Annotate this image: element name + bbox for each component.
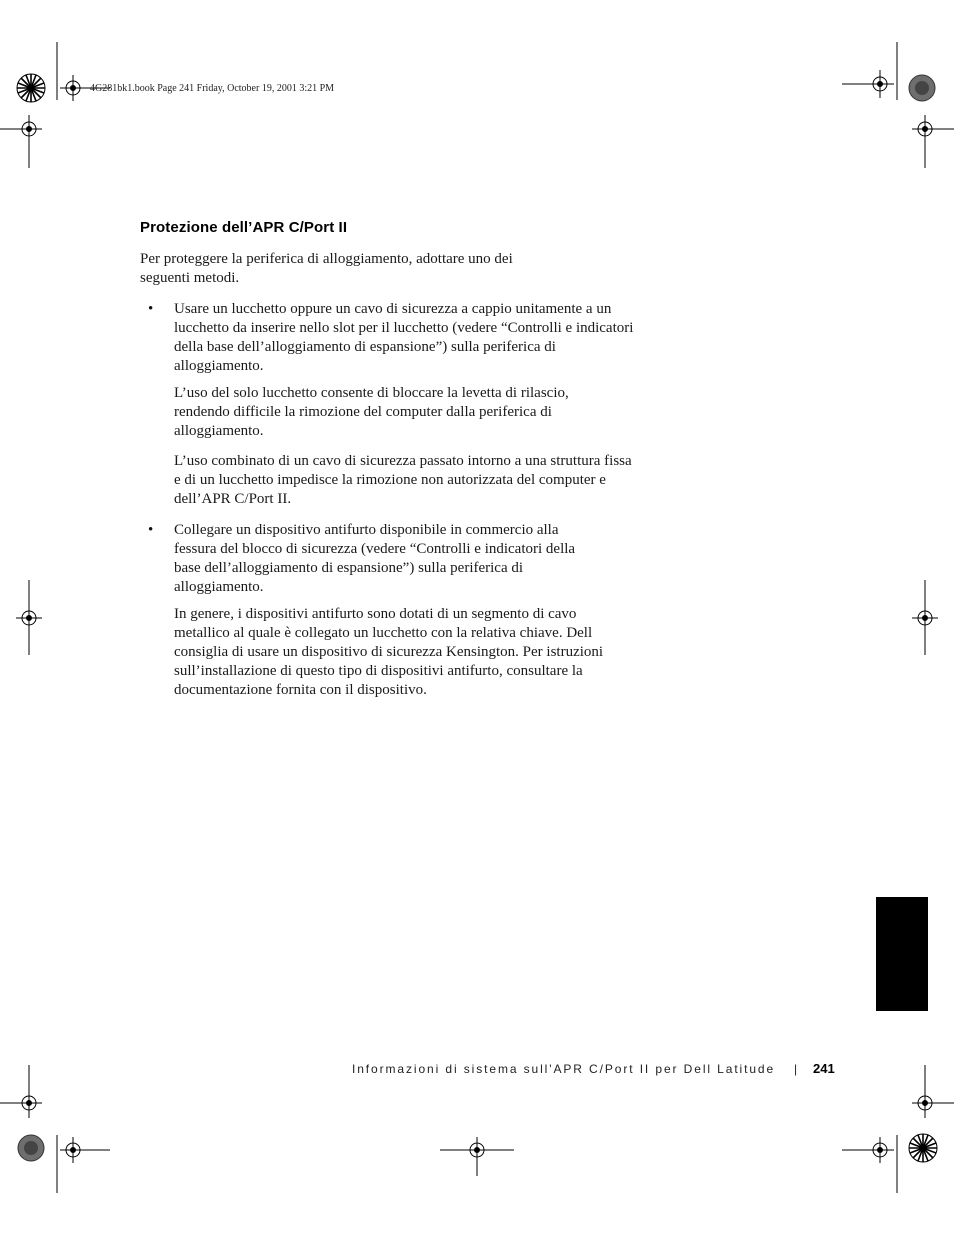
- registration-mark-top-right: [842, 70, 894, 98]
- registration-mark-bottom-center: [440, 1137, 514, 1176]
- page-number: 241: [813, 1061, 835, 1076]
- color-target-top-right: [909, 75, 935, 101]
- registration-mark-bottom-left: [60, 1137, 110, 1163]
- bullet-marker: •: [148, 301, 154, 317]
- running-footer: Informazioni di sistema sull'APR C/Port II per Dell Latitude: [352, 1062, 776, 1076]
- registration-mark-right-lower: [912, 1065, 938, 1118]
- registration-mark-left-middle: [16, 580, 42, 655]
- bullet-subparagraph: L’uso del solo lucchetto consente di bloccare la levetta di rilascio, rendendo difficile la rimozione del computer dalla periferica di alloggiamento.: [174, 385, 569, 439]
- registration-mark-right-middle: [912, 580, 938, 655]
- bullet-item-lock: Usare un lucchetto oppure un cavo di sicurezza a cappio unitamente a un lucchetto da inserire nello slot per il lucchetto (vedere “Controlli e indicatori della base dell’alloggiamento di espansione”) sulla periferica di alloggiamento.: [174, 301, 634, 374]
- registration-mark-bottom-right: [842, 1137, 894, 1163]
- bullet-subparagraph: L’uso combinato di un cavo di sicurezza passato intorno a una struttura fissa e di un lucchetto impedisce la rimozione non autorizzata del computer e dell’APR C/Port II.: [174, 453, 632, 507]
- footer-separator: |: [794, 1062, 798, 1076]
- chapter-thumb-tab: [876, 897, 928, 1011]
- bullet-subparagraph: In genere, i dispositivi antifurto sono dotati di un segmento di cavo metallico al quale è collegato un lucchetto con la relativa chiave. Dell consiglia di usare un dispositivo di sicurezza Kensington. Per istruzioni sull’installazione di questo tipo di dispositivi antifurto, consultare la documentazione fornita con il dispositivo.: [174, 606, 604, 698]
- registration-mark-left-upper: [16, 115, 42, 168]
- registration-mark-left-lower: [16, 1065, 42, 1118]
- registration-mark-right-upper: [912, 115, 938, 168]
- starburst-target-bottom-right: [909, 1134, 937, 1162]
- print-header: 4G281bk1.book Page 241 Friday, October 19, 2001 3:21 PM: [90, 83, 335, 94]
- intro-paragraph: Per proteggere la periferica di alloggiamento, adottare uno dei seguenti metodi.: [140, 251, 513, 286]
- bullet-item-antitheft: Collegare un dispositivo antifurto disponibile in commercio alla fessura del blocco di sicurezza (vedere “Controlli e indicatori della base dell’alloggiamento di espansione”) sulla periferica di alloggiamento.: [174, 522, 576, 595]
- section-heading: Protezione dell’APR C/Port II: [140, 219, 348, 236]
- starburst-target-top-left: [17, 74, 45, 102]
- bullet-marker: •: [148, 522, 154, 538]
- color-target-bottom-left: [18, 1135, 44, 1161]
